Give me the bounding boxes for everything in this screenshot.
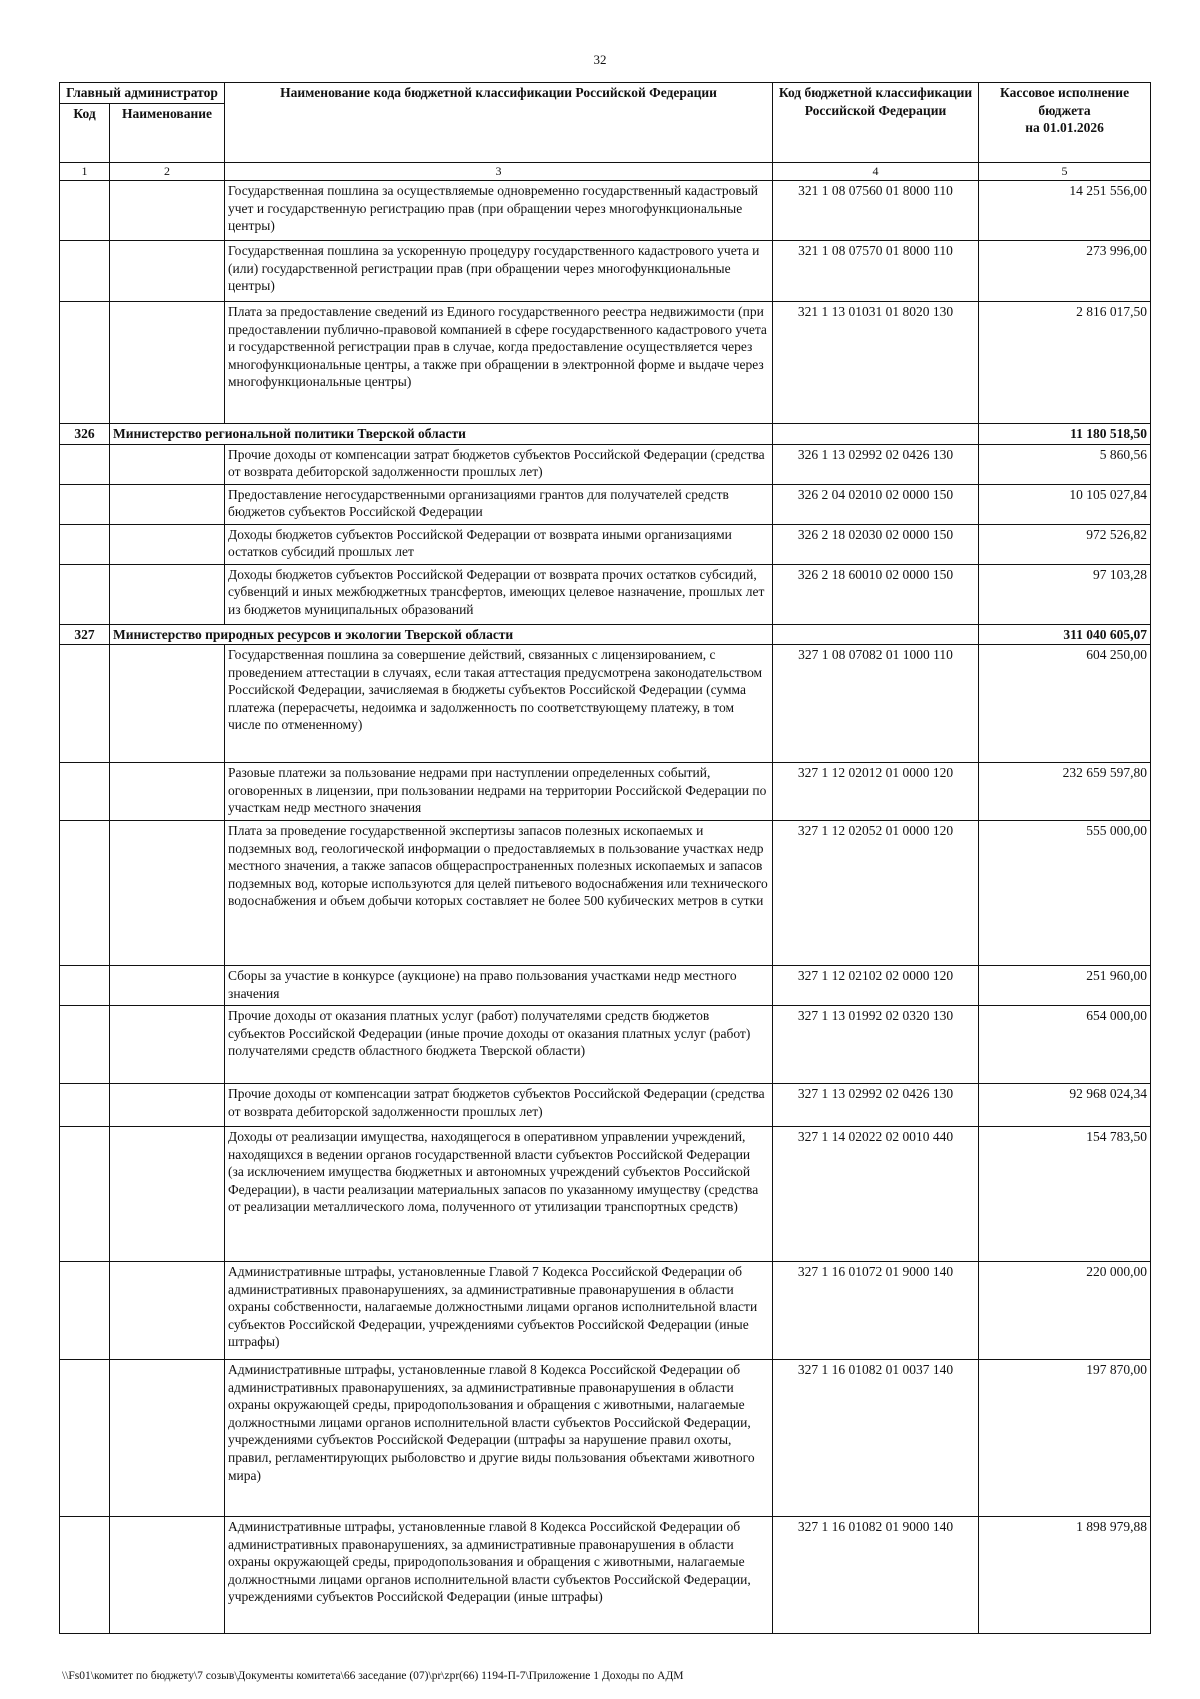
table-row	[60, 966, 1151, 1006]
table-row	[60, 1262, 1151, 1360]
admin-code: 327	[60, 624, 110, 645]
row-budget-code: 326 2 18 60010 02 0000 150	[773, 564, 979, 624]
table-row	[60, 302, 1151, 424]
page-number: 32	[593, 52, 607, 67]
row-description: Административные штрафы, установленные главой 8 Кодекса Российской Федерации об административных правонарушениях, за административные правонарушения в области охраны окружающей среды, природопользования и обращения с животными, налагаемые должностными лицами органов исполнительной власти субъектов Российской Федерации, учреждениями субъектов Российской Федерации (иные штрафы)	[225, 1517, 773, 1634]
row-amount: 10 105 027,84	[979, 484, 1151, 524]
column-number-3: 3	[225, 162, 773, 181]
amount-header-line1: Кассовое исполнение	[999, 85, 1130, 100]
row-description: Предоставление негосударственными организациями грантов для получателей средств бюджетов субъектов Российской Федерации	[225, 484, 773, 524]
table-row	[60, 1517, 1151, 1634]
row-description: Государственная пошлина за совершение действий, связанных с лицензированием, с проведением аттестации в случаях, если такая аттестация предусмотрена законодательством Российской Федерации, зачисляемая в бюджеты субъектов Российской Федерации (сумма платежа (перерасчеты, недоимка и задолженность по соответствующему платежу, в том числе по отмененному)	[225, 645, 773, 763]
description-column-header: Наименование кода бюджетной классификации Российской Федерации	[225, 83, 773, 163]
row-description: Разовые платежи за пользование недрами при наступлении определенных событий, оговоренных в лицензии, при пользовании недрами на территории Российской Федерации по участкам недр местного значения	[225, 763, 773, 821]
row-description: Прочие доходы от оказания платных услуг (работ) получателями средств бюджетов субъектов Российской Федерации (иные прочие доходы от оказания платных услуг (работ) получателями средств областного бюджета Тверской области)	[225, 1006, 773, 1084]
column-number-4: 4	[773, 162, 979, 181]
row-amount: 14 251 556,00	[979, 181, 1151, 241]
amount-header-line2: бюджета	[1038, 102, 1091, 118]
amount-column-header	[979, 83, 1151, 163]
row-budget-code: 327 1 16 01082 01 9000 140	[773, 1517, 979, 1634]
table-row	[60, 763, 1151, 821]
row-budget-code: 327 1 14 02022 02 0010 440	[773, 1127, 979, 1262]
row-amount: 555 000,00	[979, 821, 1151, 966]
footer-file-path: \\Fs01\комитет по бюджету\7 созыв\Документы комитета\66 заседание (07)\pr\zpr(66) 1194-П-7\Приложение 1 Доходы по АДМ	[62, 1670, 684, 1682]
admin-row-327	[60, 624, 1151, 645]
table-row	[60, 524, 1151, 564]
table-row	[60, 241, 1151, 302]
amount-header-line3: на 01.01.2026	[1025, 120, 1104, 136]
row-budget-code: 327 1 16 01082 01 0037 140	[773, 1360, 979, 1517]
table-row	[60, 1360, 1151, 1517]
row-description: Административные штрафы, установленные Главой 7 Кодекса Российской Федерации об административных правонарушениях, за административные правонарушения в области охраны собственности, налагаемые должностными лицами органов исполнительной власти субъектов Российской Федерации, учреждениями субъектов Российской Федерации (иные штрафы)	[225, 1262, 773, 1360]
row-budget-code: 327 1 12 02052 01 0000 120	[773, 821, 979, 966]
row-budget-code: 327 1 13 01992 02 0320 130	[773, 1006, 979, 1084]
admin-name-column-header: Наименование	[110, 103, 225, 162]
row-amount: 197 870,00	[979, 1360, 1151, 1517]
row-budget-code: 327 1 13 02992 02 0426 130	[773, 1084, 979, 1127]
budget-code-column-header: Код бюджетной классификации Российской Федерации	[773, 83, 979, 163]
table-row	[60, 1127, 1151, 1262]
table-row	[60, 645, 1151, 763]
table-row	[60, 564, 1151, 624]
row-amount: 220 000,00	[979, 1262, 1151, 1360]
table-row	[60, 821, 1151, 966]
table-row	[60, 181, 1151, 241]
row-description: Плата за проведение государственной экспертизы запасов полезных ископаемых и подземных вод, геологической информации о предоставляемых в пользование участках недр местного значения, а также запасов общераспространенных полезных ископаемых и запасов подземных вод, которые используются для целей питьевого водоснабжения или технического водоснабжения и объем добычи которых составляет не более 500 кубических метров в сутки	[225, 821, 773, 966]
row-budget-code: 326 2 04 02010 02 0000 150	[773, 484, 979, 524]
row-budget-code: 327 1 08 07082 01 1000 110	[773, 645, 979, 763]
row-description: Доходы бюджетов субъектов Российской Федерации от возврата прочих остатков субсидий, субвенций и иных межбюджетных трансфертов, имеющих целевое назначение, прошлых лет из бюджетов муниципальных образований	[225, 564, 773, 624]
row-description: Государственная пошлина за осуществляемые одновременно государственный кадастровый учет и государственную регистрацию прав (при обращении через многофункциональные центры)	[225, 181, 773, 241]
table-row	[60, 484, 1151, 524]
admin-code-column-header: Код	[60, 103, 110, 162]
table-row	[60, 1084, 1151, 1127]
row-amount: 251 960,00	[979, 966, 1151, 1006]
row-description: Государственная пошлина за ускоренную процедуру государственного кадастрового учета и (или) государственной регистрации прав (при обращении через многофункциональные центры)	[225, 241, 773, 302]
row-amount: 154 783,50	[979, 1127, 1151, 1262]
row-budget-code: 321 1 08 07570 01 8000 110	[773, 241, 979, 302]
row-amount: 232 659 597,80	[979, 763, 1151, 821]
row-budget-code: 321 1 08 07560 01 8000 110	[773, 181, 979, 241]
admin-total: 11 180 518,50	[979, 424, 1151, 445]
row-budget-code: 326 2 18 02030 02 0000 150	[773, 524, 979, 564]
row-budget-code: 327 1 12 02012 01 0000 120	[773, 763, 979, 821]
main-admin-header: Главный администратор	[60, 83, 225, 104]
row-description: Доходы бюджетов субъектов Российской Федерации от возврата иными организациями остатков субсидий прошлых лет	[225, 524, 773, 564]
row-amount: 972 526,82	[979, 524, 1151, 564]
row-budget-code: 326 1 13 02992 02 0426 130	[773, 444, 979, 484]
admin-total: 311 040 605,07	[979, 624, 1151, 645]
row-amount: 5 860,56	[979, 444, 1151, 484]
row-description: Прочие доходы от компенсации затрат бюджетов субъектов Российской Федерации (средства от возврата дебиторской задолженности прошлых лет)	[225, 1084, 773, 1127]
admin-code: 326	[60, 424, 110, 445]
row-amount: 604 250,00	[979, 645, 1151, 763]
row-amount: 1 898 979,88	[979, 1517, 1151, 1634]
table-row	[60, 1006, 1151, 1084]
admin-name: Министерство природных ресурсов и экологии Тверской области	[110, 624, 773, 645]
admin-name: Министерство региональной политики Тверской области	[110, 424, 773, 445]
row-budget-code: 327 1 12 02102 02 0000 120	[773, 966, 979, 1006]
row-amount: 97 103,28	[979, 564, 1151, 624]
table-row	[60, 444, 1151, 484]
row-description: Административные штрафы, установленные главой 8 Кодекса Российской Федерации об административных правонарушениях, за административные правонарушения в области охраны окружающей среды, природопользования и обращения с животными, налагаемые должностными лицами органов исполнительной власти субъектов Российской Федерации, учреждениями субъектов Российской Федерации (штрафы за нарушение правил охоты, правил, регламентирующих рыболовство и другие виды пользования объектами животного мира)	[225, 1360, 773, 1517]
column-number-1: 1	[60, 162, 110, 181]
row-amount: 2 816 017,50	[979, 302, 1151, 424]
row-description: Сборы за участие в конкурсе (аукционе) на право пользования участками недр местного значения	[225, 966, 773, 1006]
row-description: Плата за предоставление сведений из Единого государственного реестра недвижимости (при предоставлении публично-правовой компанией в сфере государственного кадастрового учета и государственной регистрации прав в случае, когда предоставление осуществляется через многофункциональные центры, а также при обращении в электронной форме и выдаче через многофункциональные центры)	[225, 302, 773, 424]
admin-row-326	[60, 424, 1151, 445]
row-budget-code: 321 1 13 01031 01 8020 130	[773, 302, 979, 424]
budget-revenue-table	[59, 82, 1151, 1634]
row-description: Прочие доходы от компенсации затрат бюджетов субъектов Российской Федерации (средства от возврата дебиторской задолженности прошлых лет)	[225, 444, 773, 484]
row-amount: 273 996,00	[979, 241, 1151, 302]
row-budget-code: 327 1 16 01072 01 9000 140	[773, 1262, 979, 1360]
column-number-5: 5	[979, 162, 1151, 181]
column-number-2: 2	[110, 162, 225, 181]
row-amount: 92 968 024,34	[979, 1084, 1151, 1127]
row-amount: 654 000,00	[979, 1006, 1151, 1084]
row-description: Доходы от реализации имущества, находящегося в оперативном управлении учреждений, находящихся в ведении органов государственной власти субъектов Российской Федерации (за исключением имущества бюджетных и автономных учреждений субъектов Российской Федерации), в части реализации материальных запасов по указанному имуществу (средства от реализации металлического лома, полученного от утилизации транспортных средств)	[225, 1127, 773, 1262]
